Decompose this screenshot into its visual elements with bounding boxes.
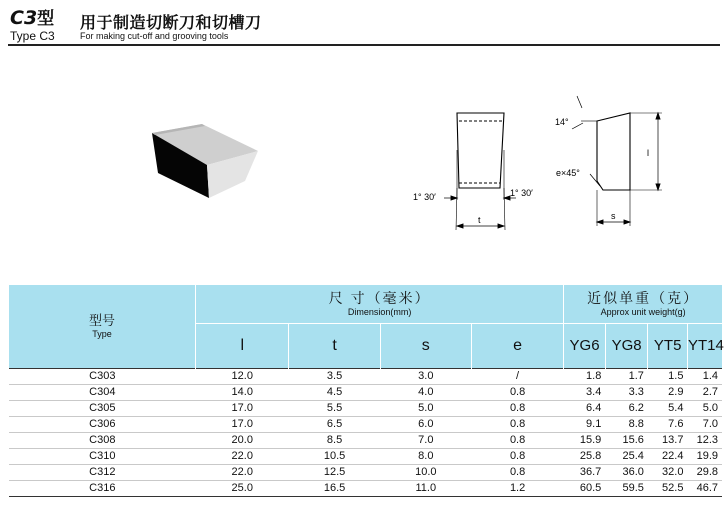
- cell-l: 25.0: [196, 480, 289, 496]
- cell-s: 4.0: [380, 384, 471, 400]
- cell-s: 7.0: [380, 432, 471, 448]
- cell-l: 17.0: [196, 400, 289, 416]
- cell-yg6: 25.8: [564, 448, 606, 464]
- cell-e: 0.8: [471, 464, 563, 480]
- cell-l: 20.0: [196, 432, 289, 448]
- cell-t: 3.5: [289, 368, 380, 384]
- col-header-yt5: YT5: [648, 323, 688, 368]
- side-view-drawing: [572, 96, 662, 226]
- cell-type: C312: [9, 464, 196, 480]
- table-row: [9, 400, 722, 416]
- cell-yg6: 6.4: [564, 400, 606, 416]
- side-dim-l: l: [647, 148, 649, 158]
- cell-yg8: 36.0: [605, 464, 648, 480]
- cell-l: 17.0: [196, 416, 289, 432]
- cell-yg8: 25.4: [605, 448, 648, 464]
- cell-yg6: 15.9: [564, 432, 606, 448]
- front-angle-left: 1° 30′: [413, 192, 436, 202]
- col-header-yg6: YG6: [564, 323, 606, 368]
- product-code-text: C3: [10, 7, 38, 29]
- cell-yt5: 7.6: [648, 416, 688, 432]
- dimension-header: [196, 285, 564, 323]
- type-header-en: Type: [92, 329, 112, 340]
- cell-s: 5.0: [380, 400, 471, 416]
- table-row: [9, 432, 722, 448]
- spec-table: [9, 285, 722, 497]
- cell-l: 14.0: [196, 384, 289, 400]
- cell-l: 12.0: [196, 368, 289, 384]
- weight-header: [564, 285, 722, 323]
- cell-yt5: 2.9: [648, 384, 688, 400]
- cell-l: 22.0: [196, 448, 289, 464]
- cell-yt14: 29.8: [687, 464, 722, 480]
- cell-t: 16.5: [289, 480, 380, 496]
- cell-yt14: 5.0: [687, 400, 722, 416]
- front-dim-t: t: [478, 215, 481, 225]
- cell-s: 8.0: [380, 448, 471, 464]
- cell-yt14: 19.9: [687, 448, 722, 464]
- weight-header-cn: 近似单重（克）: [587, 290, 700, 307]
- cell-yg6: 36.7: [564, 464, 606, 480]
- cell-yg8: 8.8: [605, 416, 648, 432]
- cell-e: 0.8: [471, 416, 563, 432]
- front-view-drawing: [444, 113, 516, 230]
- cell-t: 5.5: [289, 400, 380, 416]
- cell-s: 6.0: [380, 416, 471, 432]
- cell-yt5: 52.5: [648, 480, 688, 496]
- type-header: [9, 285, 196, 368]
- cell-yt5: 5.4: [648, 400, 688, 416]
- cell-type: C316: [9, 480, 196, 496]
- cell-yg8: 59.5: [605, 480, 648, 496]
- table-row: [9, 416, 722, 432]
- cell-yg6: 1.8: [564, 368, 606, 384]
- cell-e: 0.8: [471, 432, 563, 448]
- cell-l: 22.0: [196, 464, 289, 480]
- col-header-l: l: [196, 323, 289, 368]
- col-header-yg8: YG8: [605, 323, 648, 368]
- table-row: [9, 384, 722, 400]
- header-rule: [8, 44, 720, 46]
- cell-e: 0.8: [471, 384, 563, 400]
- dimension-header-cn: 尺 寸（毫米）: [328, 290, 431, 307]
- cell-s: 3.0: [380, 368, 471, 384]
- cell-yt14: 2.7: [687, 384, 722, 400]
- cell-e: 1.2: [471, 480, 563, 496]
- title-english: For making cut-off and grooving tools: [80, 31, 229, 41]
- cell-type: C308: [9, 432, 196, 448]
- cell-yg8: 15.6: [605, 432, 648, 448]
- cell-yt5: 1.5: [648, 368, 688, 384]
- cell-yg6: 60.5: [564, 480, 606, 496]
- insert-3d-image: [152, 124, 258, 198]
- cell-type: C304: [9, 384, 196, 400]
- col-header-e: e: [471, 323, 563, 368]
- cell-yg6: 9.1: [564, 416, 606, 432]
- cell-t: 6.5: [289, 416, 380, 432]
- cell-t: 12.5: [289, 464, 380, 480]
- cell-t: 4.5: [289, 384, 380, 400]
- front-angle-right: 1° 30′: [510, 188, 533, 198]
- cell-yg8: 3.3: [605, 384, 648, 400]
- product-code: [10, 8, 54, 29]
- cell-e: 0.8: [471, 448, 563, 464]
- col-header-s: s: [380, 323, 471, 368]
- cell-yt5: 32.0: [648, 464, 688, 480]
- cell-yg6: 3.4: [564, 384, 606, 400]
- cell-e: /: [471, 368, 563, 384]
- col-header-t: t: [289, 323, 380, 368]
- dimension-header-en: Dimension(mm): [347, 307, 412, 318]
- table-row: [9, 464, 722, 480]
- type-header-cn: 型号: [89, 313, 116, 329]
- table-row: [9, 368, 722, 384]
- cell-type: C310: [9, 448, 196, 464]
- cell-type: C305: [9, 400, 196, 416]
- cell-yt14: 12.3: [687, 432, 722, 448]
- cell-t: 10.5: [289, 448, 380, 464]
- cell-yg8: 6.2: [605, 400, 648, 416]
- cell-type: C306: [9, 416, 196, 432]
- table-row: [9, 480, 722, 496]
- title-chinese: 用于制造切断刀和切槽刀: [80, 13, 262, 32]
- cell-yt14: 46.7: [687, 480, 722, 496]
- cell-type: C303: [9, 368, 196, 384]
- cell-yt14: 1.4: [687, 368, 722, 384]
- cell-s: 11.0: [380, 480, 471, 496]
- cell-e: 0.8: [471, 400, 563, 416]
- cell-s: 10.0: [380, 464, 471, 480]
- cell-yt5: 13.7: [648, 432, 688, 448]
- weight-header-en: Approx unit weight(g): [600, 307, 686, 318]
- side-angle-top: 14°: [555, 117, 569, 127]
- cell-yt14: 7.0: [687, 416, 722, 432]
- cell-yg8: 1.7: [605, 368, 648, 384]
- side-chamfer-label: e×45°: [556, 168, 580, 178]
- product-code-suffix: 型: [37, 9, 55, 29]
- side-dim-s: s: [611, 211, 616, 221]
- type-label: Type C3: [10, 29, 55, 43]
- cell-yt5: 22.4: [648, 448, 688, 464]
- cell-t: 8.5: [289, 432, 380, 448]
- col-header-yt14: YT14: [687, 323, 722, 368]
- illustration-panel: [0, 50, 725, 280]
- table-row: [9, 448, 722, 464]
